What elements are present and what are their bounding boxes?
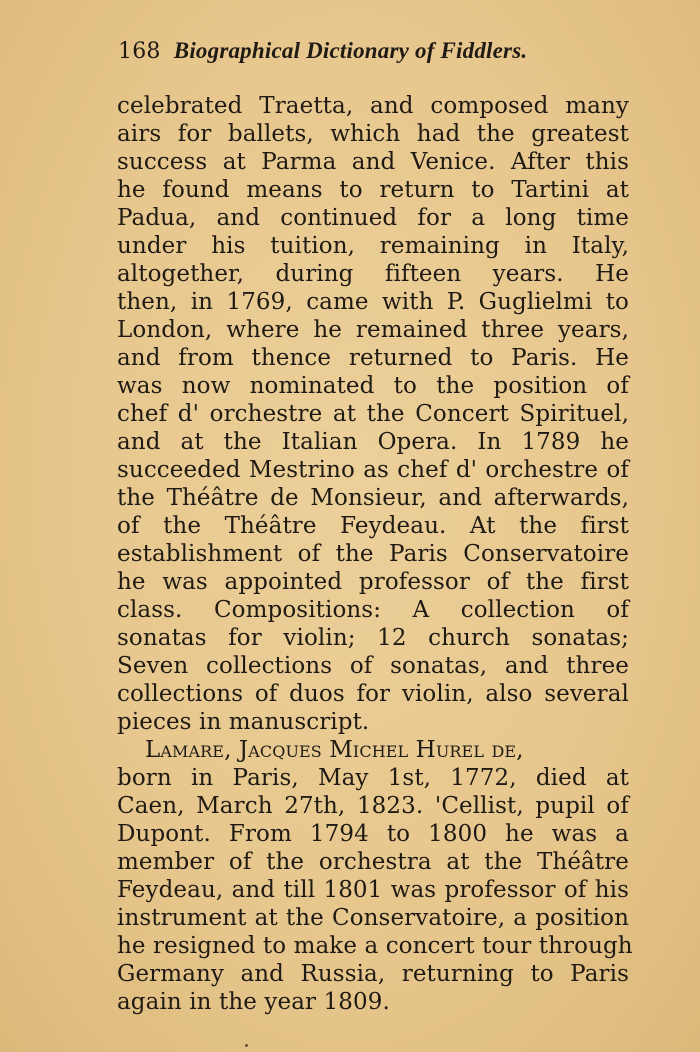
text-line: born in Paris, May 1st, 1772, died at — [117, 765, 629, 791]
text-line: London, where he remained three years, — [117, 317, 629, 343]
text-line: and from thence returned to Paris. He — [117, 345, 629, 371]
text-line: collections of duos for violin, also several — [117, 681, 629, 707]
text-line: he resigned to make a concert tour through — [117, 933, 633, 959]
text-line: succeeded Mestrino as chef d' orchestre of — [117, 457, 629, 483]
text-line: pieces in manuscript. — [117, 709, 370, 735]
text-line: altogether, during fifteen years. He — [117, 261, 629, 287]
body-text — [117, 92, 633, 1016]
text-line: Dupont. From 1794 to 1800 he was a — [117, 821, 629, 847]
text-line: he was appointed professor of the first — [117, 569, 629, 595]
text-line: and at the Italian Opera. In 1789 he — [117, 429, 629, 455]
text-line: Germany and Russia, returning to Paris — [117, 961, 629, 987]
text-line: success at Parma and Venice. After this — [117, 149, 629, 175]
text-line: establishment of the Paris Conservatoire — [117, 541, 629, 567]
text-line: Padua, and continued for a long time — [117, 205, 629, 231]
text-line: celebrated Traetta, and composed many — [117, 93, 629, 119]
text-line: was now nominated to the position of — [117, 373, 629, 399]
entry-headword-line — [117, 736, 629, 764]
running-head — [118, 38, 527, 64]
text-line: sonatas for violin; 12 church sonatas; — [117, 625, 629, 651]
text-line: chef d' orchestre at the Concert Spirituel, — [117, 401, 629, 427]
text-line: of the Théâtre Feydeau. At the first — [117, 513, 629, 539]
text-line: airs for ballets, which had the greatest — [117, 121, 629, 147]
entry-headword: Lamare, Jacques Michel Hurel de, — [145, 737, 524, 763]
paper-speck — [245, 1044, 248, 1047]
text-line: Feydeau, and till 1801 was professor of his — [117, 877, 629, 903]
text-line: again in the year 1809. — [117, 989, 390, 1015]
text-line: then, in 1769, came with P. Guglielmi to — [117, 289, 629, 315]
text-line: Caen, March 27th, 1823. 'Cellist, pupil of — [117, 793, 629, 819]
text-line: the Théâtre de Monsieur, and afterwards, — [117, 485, 629, 511]
text-line: under his tuition, remaining in Italy, — [117, 233, 629, 259]
text-line: he found means to return to Tartini at — [117, 177, 629, 203]
text-line: class. Compositions: A collection of — [117, 597, 629, 623]
text-line: Seven collections of sonatas, and three — [117, 653, 629, 679]
text-line: instrument at the Conservatoire, a position — [117, 905, 629, 931]
page-number: 168 — [118, 39, 161, 64]
text-line: member of the orchestra at the Théâtre — [117, 849, 629, 875]
book-title: Biographical Dictionary of Fiddlers. — [173, 38, 528, 63]
